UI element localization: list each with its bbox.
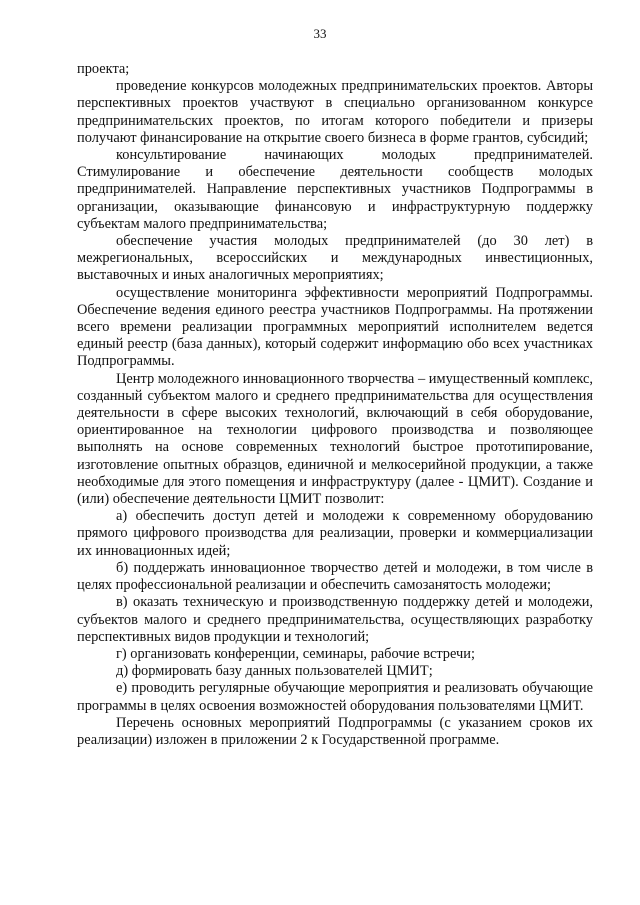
list-item-e: е) проводить регулярные обучающие мероприятия и реализовать обучающие программы в целях освоения возможностей оборудования пользователями ЦМИТ.	[77, 680, 593, 714]
list-item-g: г) организовать конференции, семинары, рабочие встречи;	[116, 645, 475, 662]
document-body	[77, 61, 593, 749]
paragraph-list-reference: Перечень основных мероприятий Подпрограммы (с указанием сроков их реализации) изложен в приложении 2 к Государственной программе.	[77, 714, 593, 748]
paragraph-monitoring: осуществление мониторинга эффективности мероприятий Подпрограммы. Обеспечение ведения единого реестра участников Подпрограммы. На протяжении всего времени реализации программных мероприятий исполнителем ведется единый реестр (база данных), который содержит информацию обо всех участниках Подпрограммы.	[77, 284, 593, 370]
list-item-b: б) поддержать инновационное творчество детей и молодежи, в том числе в целях профессиональной реализации и обеспечить самозанятость молодежи;	[77, 559, 593, 594]
paragraph-consulting: консультирование начинающих молодых предпринимателей. Стимулирование и обеспечение деятельности сообществ молодых предпринимателей. Направление перспективных участников Подпрограммы в организации, оказывающие финансовую и инфраструктурную поддержку субъектам малого предпринимательства;	[77, 147, 593, 232]
page-number: 33	[313, 26, 327, 41]
paragraph-contests: проведение конкурсов молодежных предпринимательских проектов. Авторы перспективных проектов участвуют в специально организованном конкурсе предпринимательских проектов, по итогам которого победители и призеры получают финансирование на открытие своего бизнеса в форме грантов, субсидий;	[77, 78, 593, 146]
paragraph-cmit-definition: Центр молодежного инновационного творчества – имущественный комплекс, созданный субъектом малого и среднего предпринимательства для осуществления деятельности в сфере высоких технологий, включающий в себя оборудование, ориентированное на технологии цифрового производства и позволяющее выполнять на основе современных технологий быстрое прототипирование, изготовление опытных образцов, единичной и мелкосерийной продукции, а также необходимые для этого помещения и инфраструктуру (далее - ЦМИТ). Создание и (или) обеспечение деятельности ЦМИТ позволит:	[77, 370, 593, 508]
list-item-a: а) обеспечить доступ детей и молодежи к современному оборудованию прямого цифрового производства для реализации, проверки и коммерциализации их инновационных идей;	[77, 508, 593, 559]
list-item-d: д) формировать базу данных пользователей ЦМИТ;	[116, 663, 433, 680]
paragraph-continuation: проекта;	[77, 61, 130, 77]
paragraph-participation: обеспечение участия молодых предпринимателей (до 30 лет) в межрегиональных, всероссийских и международных инвестиционных, выставочных и иных аналогичных мероприятиях;	[77, 233, 593, 284]
list-item-v: в) оказать техническую и производственную поддержку детей и молодежи, субъектов малого и среднего предпринимательства, осуществляющих разработку перспективных видов продукции и технологий;	[77, 594, 593, 645]
